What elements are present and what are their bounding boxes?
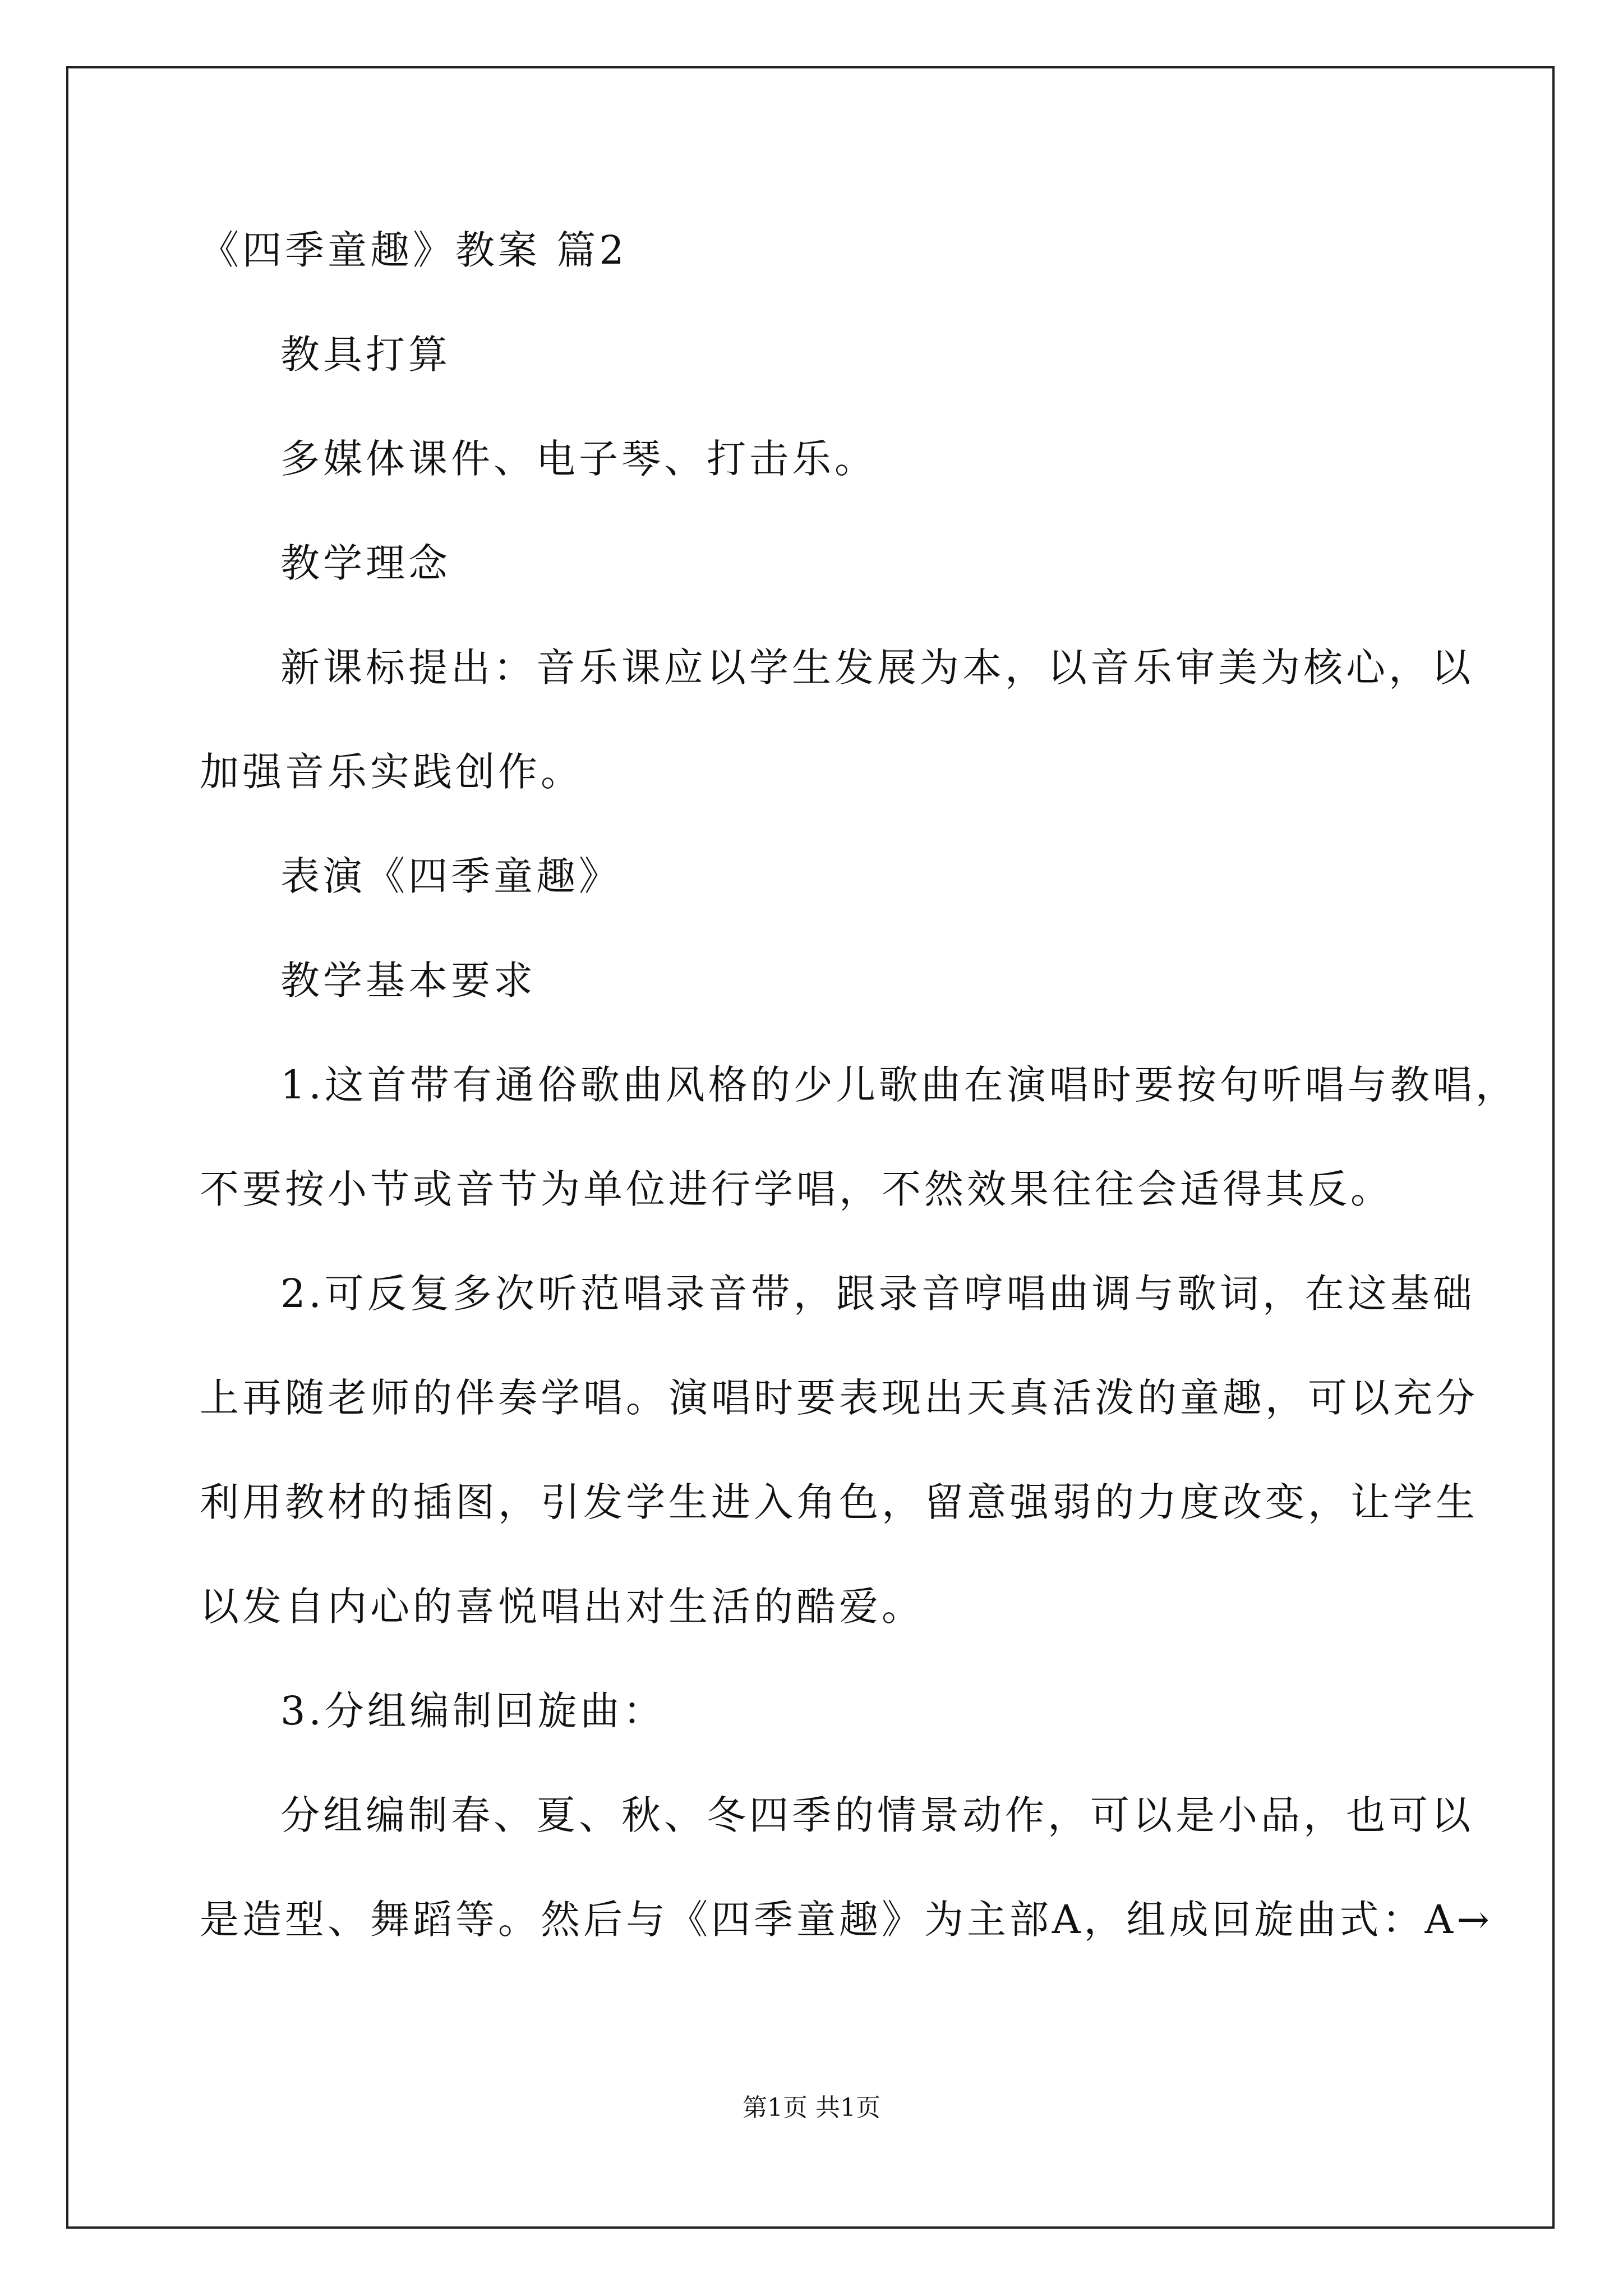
- paragraph-line: 是造型、舞蹈等。然后与《四季童趣》为主部A，组成回旋曲式：A→: [200, 1897, 1493, 1943]
- paragraph-line: 教学基本要求: [280, 958, 536, 1004]
- paragraph-line: 不要按小节或音节为单位进行学唱，不然效果往往会适得其反。: [200, 1166, 1393, 1212]
- paragraph-line: 1.这首带有通俗歌曲风格的少儿歌曲在演唱时要按句听唱与教唱，: [280, 1062, 1518, 1108]
- document-title: 《四季童趣》教案 篇2: [200, 227, 628, 273]
- paragraph-line: 新课标提出：音乐课应以学生发展为本，以音乐审美为核心，以: [280, 645, 1474, 691]
- paragraph-line: 以发自内心的喜悦唱出对生活的酷爱。: [200, 1584, 924, 1630]
- paragraph-line: 表演《四季童趣》: [280, 853, 621, 899]
- page-number-footer: 第1页 共1页: [743, 2093, 880, 2122]
- paragraph-line: 上再随老师的伴奏学唱。演唱时要表现出天真活泼的童趣，可以充分: [200, 1375, 1478, 1421]
- paragraph-line: 3.分组编制回旋曲：: [280, 1688, 666, 1734]
- paragraph-line: 教学理念: [280, 540, 451, 586]
- paragraph-line: 加强音乐实践创作。: [200, 749, 583, 795]
- paragraph-line: 利用教材的插图，引发学生进入角色，留意强弱的力度改变，让学生: [200, 1479, 1478, 1525]
- paragraph-line: 分组编制春、夏、秋、冬四季的情景动作，可以是小品，也可以: [280, 1792, 1474, 1838]
- paragraph-line: 多媒体课件、电子琴、打击乐。: [280, 436, 877, 482]
- paragraph-line: 2.可反复多次听范唱录音带，跟录音哼唱曲调与歌词，在这基础: [280, 1271, 1476, 1317]
- paragraph-line: 教具打算: [280, 332, 451, 378]
